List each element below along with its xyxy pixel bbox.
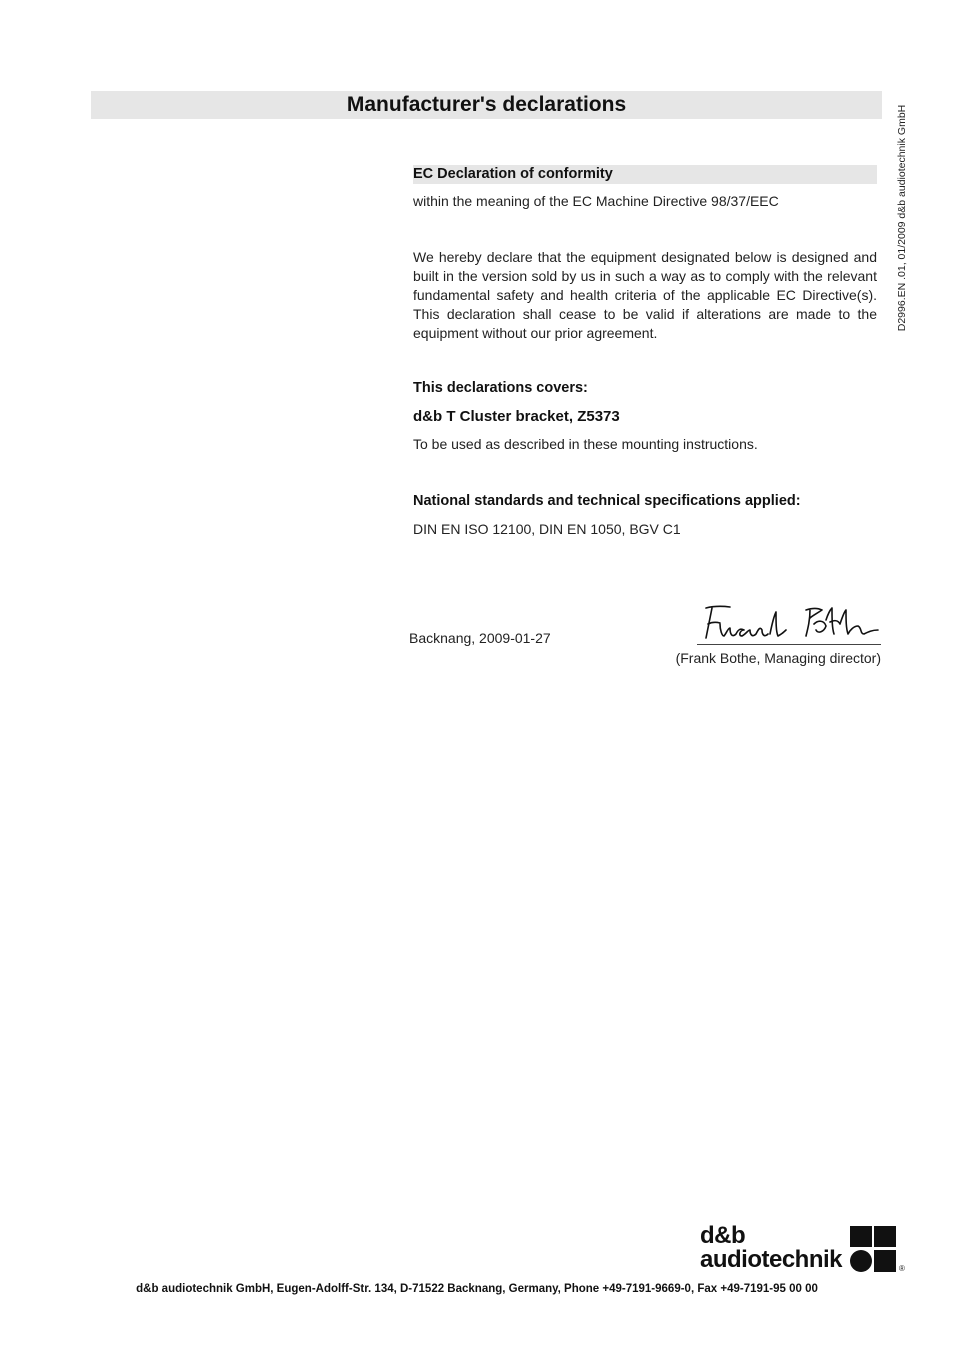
standards-list: DIN EN ISO 12100, DIN EN 1050, BGV C1 <box>413 521 681 537</box>
declaration-heading: EC Declaration of conformity <box>413 166 613 182</box>
footer-address: d&b audiotechnik GmbH, Eugen-Adolff-Str. 134, D-71522 Backnang, Germany, Phone +49-7191-9669-0, Fax +49-7191-95 00 00 <box>136 1283 818 1295</box>
standards-heading: National standards and technical specifications applied: <box>413 493 801 509</box>
usage-text: To be used as described in these mounting instructions. <box>413 436 758 452</box>
product-name: d&b T Cluster bracket, Z5373 <box>413 408 620 425</box>
place-date: Backnang, 2009-01-27 <box>409 630 551 646</box>
logo-line-1: d&b <box>700 1222 746 1249</box>
handwritten-signature <box>700 600 885 644</box>
company-logo <box>700 1224 910 1276</box>
covers-heading: This declarations covers: <box>413 380 588 396</box>
page-title: Manufacturer's declarations <box>346 93 627 116</box>
registered-mark: ® <box>899 1264 905 1273</box>
declaration-statement: We hereby declare that the equipment designated below is designed and built in the version sold by us in such a way as to comply with the relevant fundamental safety and health criteria of the applicable EC Directive(s). This declaration shall cease to be valid if alterations are made to the equipment without our prior agreement. <box>413 249 877 341</box>
signature-line <box>697 644 881 645</box>
directive-text: within the meaning of the EC Machine Directive 98/37/EEC <box>413 193 779 209</box>
logo-line-2: audiotechnik <box>700 1246 843 1273</box>
signatory-name: (Frank Bothe, Managing director) <box>675 650 881 666</box>
document-code: D2996.EN .01, 01/2009 d&b audiotechnik GmbH <box>896 104 908 332</box>
logo-text <box>700 1224 842 1272</box>
